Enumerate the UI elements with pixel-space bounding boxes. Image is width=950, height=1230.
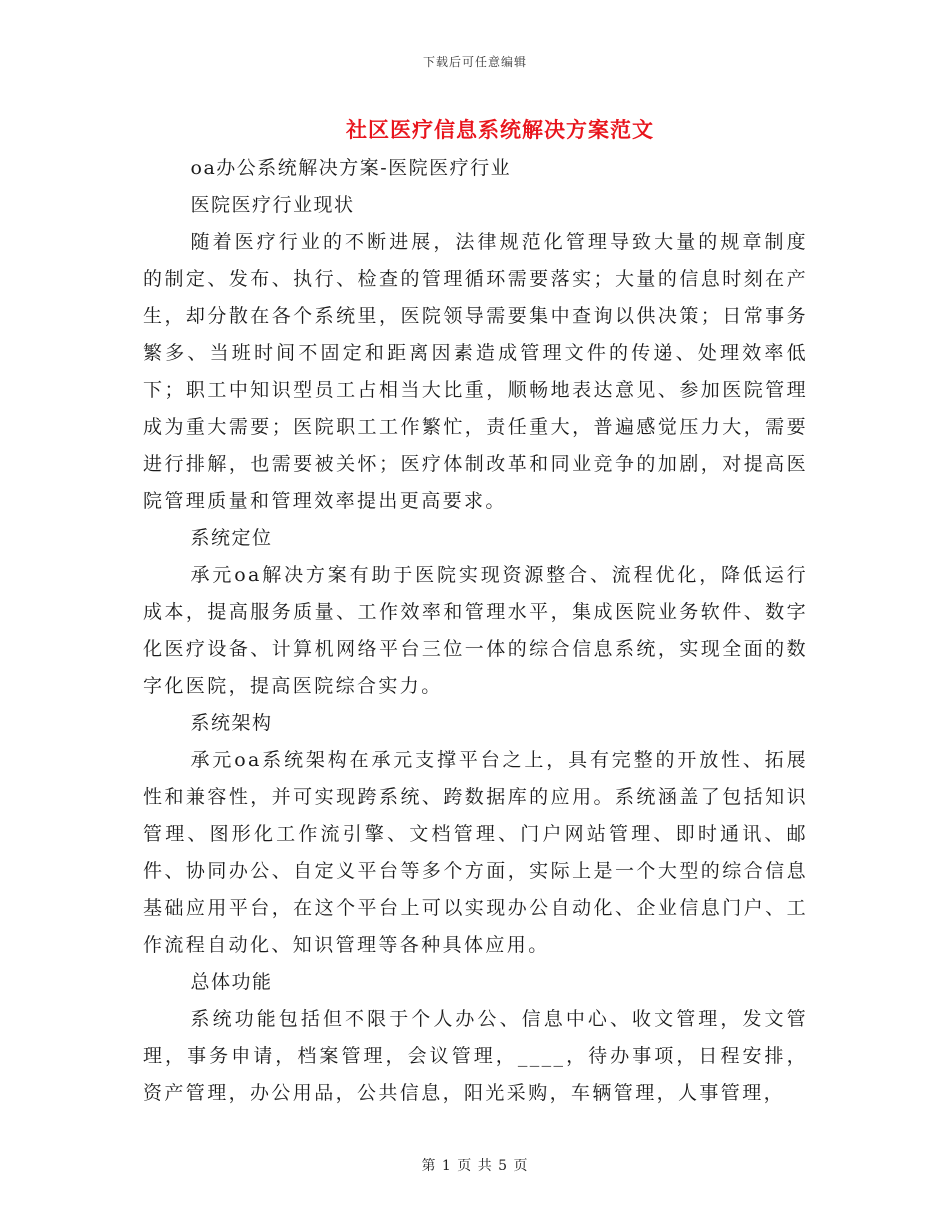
paragraph-positioning: 承元oa解决方案有助于医院实现资源整合、流程优化，降低运行成本，提高服务质量、工作效率和管理水平，集成医院业务软件、数字化医疗设备、计算机网络平台三位一体的综合信息系统，实现全面的数字化医院，提高医院综合实力。 [143, 564, 808, 697]
page-number-footer: 第 1 页 共 5 页 [421, 1158, 529, 1174]
section-heading-architecture: 系统架构 [190, 712, 273, 734]
paragraph-architecture: 承元oa系统架构在承元支撑平台之上，具有完整的开放性、拓展性和兼容性，并可实现跨系统、跨数据库的应用。系统涵盖了包括知识管理、图形化工作流引擎、文档管理、门户网站管理、即时通讯、邮件、协同办公、自定义平台等多个方面，实际上是一个大型的综合信息基础应用平台，在这个平台上可以实现办公自动化、企业信息门户、工作流程自动化、知识管理等各种具体应用。 [143, 749, 808, 956]
paragraph-functions: 系统功能包括但不限于个人办公、信息中心、收文管理，发文管理，事务申请，档案管理，会议管理，____，待办事项，日程安排，资产管理，办公用品，公共信息，阳光采购，车辆管理，人事管理， [143, 1008, 808, 1104]
section-heading-positioning: 系统定位 [190, 527, 273, 549]
document-body [143, 150, 808, 1112]
section-heading-status: 医院医疗行业现状 [190, 194, 355, 216]
paragraph-industry-status: 随着医疗行业的不断进展，法律规范化管理导致大量的规章制度的制定、发布、执行、检查的管理循环需要落实；大量的信息时刻在产生，却分散在各个系统里，医院领导需要集中查询以供决策；日常事务繁多、当班时间不固定和距离因素造成管理文件的传递、处理效率低下；职工中知识型员工占相当大比重，顺畅地表达意见、参加医院管理成为重大需要；医院职工工作繁忙，责任重大，普遍感觉压力大，需要进行排解，也需要被关怀；医疗体制改革和同业竞争的加剧，对提高医院管理质量和管理效率提出更高要求。 [143, 231, 808, 512]
subtitle-line: oa办公系统解决方案-医院医疗行业 [190, 157, 512, 179]
header-note: 下载后可任意编辑 [422, 55, 527, 69]
document-title: 社区医疗信息系统解决方案范文 [346, 117, 654, 142]
section-heading-functions: 总体功能 [190, 971, 273, 993]
